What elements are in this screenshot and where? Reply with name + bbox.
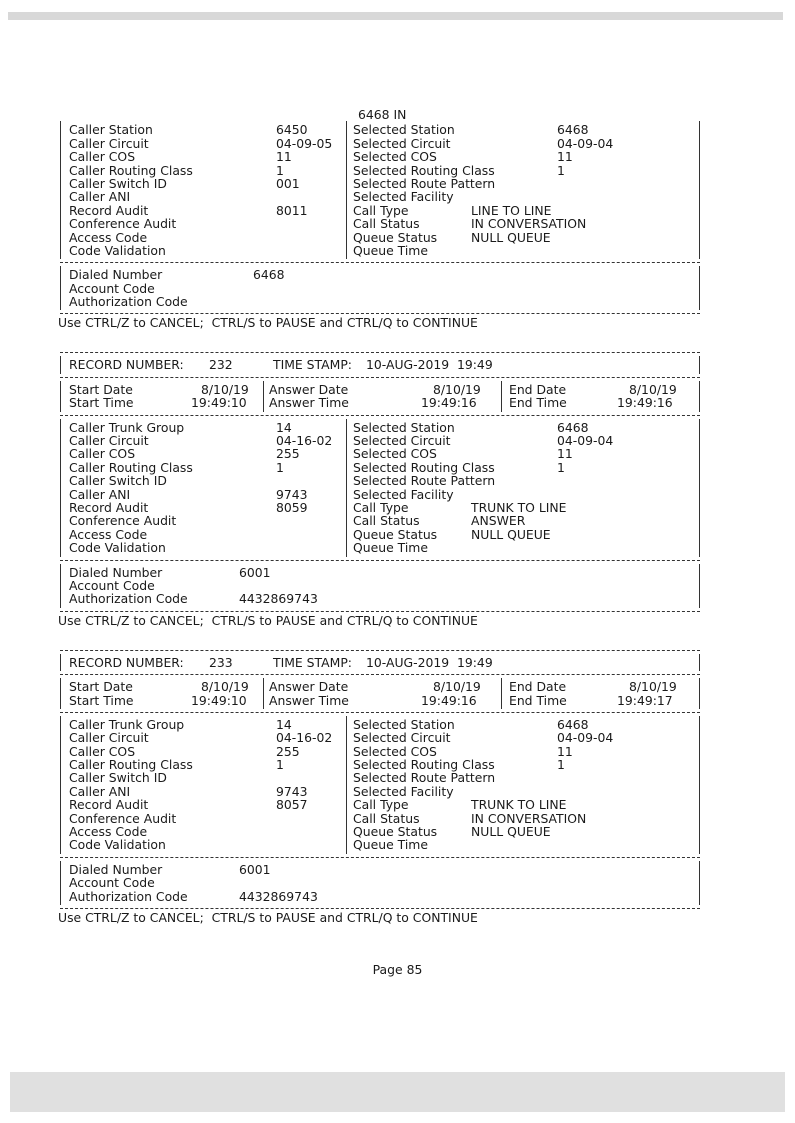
record-number-label: RECORD NUMBER: — [69, 357, 184, 373]
page-number: Page 85 — [372, 962, 423, 977]
selected-field-label: Selected COS — [353, 743, 437, 759]
selected-field-label: Selected Station — [353, 716, 455, 732]
caller-field-label: Caller ANI — [69, 189, 131, 205]
time-stamp: 10-AUG-2019 19:49 — [366, 654, 493, 670]
caller-field-label: Record Audit — [69, 202, 149, 218]
selected-field-label: Queue Status — [353, 229, 438, 245]
time-stamp-label: TIME STAMP: — [273, 357, 352, 373]
caller-field-label: Caller Circuit — [69, 135, 149, 151]
caller-field-label: Access Code — [69, 229, 148, 245]
caller-field-label: Caller ANI — [69, 486, 131, 502]
record2-header-block — [60, 356, 700, 373]
caller-field-value: 1 — [276, 757, 284, 773]
answer-time: 19:49:16 — [421, 395, 477, 411]
selected-field-value: 6468 — [557, 716, 589, 732]
selected-field-label: Queue Time — [353, 242, 428, 258]
detail-row — [61, 474, 699, 487]
selected-field-value: 04-09-04 — [557, 730, 614, 746]
start-date-label: Start Date — [69, 381, 133, 397]
selected-field-label: Queue Status — [353, 824, 438, 840]
detail-row — [61, 812, 699, 825]
end-time: 19:49:17 — [617, 692, 673, 708]
selected-field-value: 1 — [557, 757, 565, 773]
selected-field-label: Selected Route Pattern — [353, 175, 496, 191]
dialed-field-label: Account Code — [69, 577, 155, 593]
dialed-field-label: Authorization Code — [69, 591, 188, 607]
selected-field-value: 11 — [557, 743, 573, 759]
selected-field-label: Call Type — [353, 797, 409, 813]
start-time: 19:49:10 — [191, 692, 247, 708]
selected-field-label: Call Status — [353, 216, 420, 232]
selected-field-label: Queue Time — [353, 540, 428, 556]
selected-field-value: 6468 — [557, 122, 589, 138]
call-record-document — [60, 108, 700, 925]
selected-field-value: 04-09-04 — [557, 433, 614, 449]
answer-time-label: Answer Time — [269, 692, 349, 708]
detail-row — [61, 825, 699, 838]
caller-field-value: 1 — [276, 162, 284, 178]
detail-row — [61, 798, 699, 811]
detail-row — [61, 758, 699, 771]
selected-field-label: Selected Facility — [353, 783, 454, 799]
dialed-field-label: Dialed Number — [69, 267, 163, 283]
dialed-field-label: Account Code — [69, 875, 155, 891]
end-time-label: End Time — [509, 395, 567, 411]
record3-dialed-block — [60, 861, 700, 905]
caller-field-label: Caller Routing Class — [69, 459, 193, 475]
detail-row — [61, 434, 699, 447]
dialed-field-value: 4432869743 — [239, 591, 318, 607]
dialed-row — [61, 592, 699, 605]
selected-field-label: Selected COS — [353, 446, 437, 462]
record-number: 232 — [209, 357, 233, 373]
detail-row — [61, 541, 699, 554]
caller-field-label: Caller Trunk Group — [69, 419, 185, 435]
detail-row — [61, 718, 699, 731]
detail-row — [61, 164, 699, 177]
record3-detail-block — [60, 716, 700, 854]
dialed-row — [61, 295, 699, 308]
continue-note: Use CTRL/Z to CANCEL; CTRL/S to PAUSE and CTRL/Q to CONTINUE — [58, 612, 478, 628]
detail-row — [61, 204, 699, 217]
detail-row — [61, 231, 699, 244]
record-number: 233 — [209, 654, 233, 670]
caller-field-value: 255 — [276, 743, 300, 759]
caller-field-label: Access Code — [69, 824, 148, 840]
answer-date-label: Answer Date — [269, 679, 349, 695]
continue-note: Use CTRL/Z to CANCEL; CTRL/S to PAUSE and CTRL/Q to CONTINUE — [58, 909, 478, 925]
caller-field-value: 04-16-02 — [276, 433, 333, 449]
detail-row — [61, 217, 699, 230]
end-time-label: End Time — [509, 692, 567, 708]
caller-field-value: 04-09-05 — [276, 135, 333, 151]
selected-field-value: TRUNK TO LINE — [471, 797, 567, 813]
caller-field-label: Record Audit — [69, 499, 149, 515]
dialed-field-label: Account Code — [69, 280, 155, 296]
selected-field-value: LINE TO LINE — [471, 202, 552, 218]
detail-row — [61, 461, 699, 474]
caller-field-label: Caller ANI — [69, 783, 131, 799]
dialed-field-label: Authorization Code — [69, 294, 188, 310]
dialed-row — [61, 876, 699, 889]
detail-row — [61, 785, 699, 798]
caller-field-label: Caller Routing Class — [69, 162, 193, 178]
selected-field-label: Call Type — [353, 202, 409, 218]
caller-field-label: Conference Audit — [69, 513, 177, 529]
caller-field-value: 8059 — [276, 499, 308, 515]
record3-header-block — [60, 654, 700, 671]
selected-field-value: NULL QUEUE — [471, 526, 551, 542]
end-date: 8/10/19 — [629, 679, 677, 695]
caller-field-value: 001 — [276, 175, 300, 191]
record-title-row — [60, 108, 700, 121]
detail-row — [61, 190, 699, 203]
caller-field-label: Caller COS — [69, 446, 136, 462]
selected-field-label: Selected Routing Class — [353, 757, 495, 773]
selected-field-label: Call Status — [353, 810, 420, 826]
detail-row — [61, 150, 699, 163]
caller-field-value: 14 — [276, 419, 292, 435]
detail-row — [61, 421, 699, 434]
caller-field-label: Caller Switch ID — [69, 473, 167, 489]
selected-field-label: Selected Station — [353, 419, 455, 435]
start-date: 8/10/19 — [201, 679, 249, 695]
time-stamp: 10-AUG-2019 19:49 — [366, 357, 493, 373]
selected-field-label: Selected Routing Class — [353, 162, 495, 178]
record2-detail-block — [60, 419, 700, 557]
selected-field-label: Selected Facility — [353, 486, 454, 502]
selected-field-label: Queue Time — [353, 837, 428, 853]
caller-field-label: Caller COS — [69, 149, 136, 165]
detail-row — [61, 488, 699, 501]
record2-time-block — [60, 381, 700, 412]
selected-field-value: 04-09-04 — [557, 135, 614, 151]
record3-time-block — [60, 678, 700, 709]
caller-field-label: Caller COS — [69, 743, 136, 759]
dialed-row — [61, 282, 699, 295]
selected-field-value: 1 — [557, 162, 565, 178]
caller-field-label: Caller Switch ID — [69, 770, 167, 786]
selected-field-label: Selected COS — [353, 149, 437, 165]
selected-field-label: Call Type — [353, 499, 409, 515]
selected-field-value: NULL QUEUE — [471, 229, 551, 245]
selected-field-value: TRUNK TO LINE — [471, 499, 567, 515]
dialed-row — [61, 890, 699, 903]
caller-field-value: 04-16-02 — [276, 730, 333, 746]
dialed-field-value: 6468 — [253, 267, 285, 283]
continue-note: Use CTRL/Z to CANCEL; CTRL/S to PAUSE and CTRL/Q to CONTINUE — [58, 315, 478, 331]
dialed-field-value: 4432869743 — [239, 888, 318, 904]
selected-field-label: Selected Route Pattern — [353, 473, 496, 489]
scan-edge-top — [8, 12, 783, 20]
record1-dialed-block — [60, 266, 700, 310]
start-time-label: Start Time — [69, 395, 134, 411]
caller-field-label: Access Code — [69, 526, 148, 542]
dialed-field-value: 6001 — [239, 564, 271, 580]
selected-field-value: 6468 — [557, 419, 589, 435]
caller-field-label: Code Validation — [69, 837, 166, 853]
selected-field-label: Selected Circuit — [353, 135, 451, 151]
selected-field-value: ANSWER — [471, 513, 526, 529]
detail-row — [61, 838, 699, 851]
selected-field-label: Selected Route Pattern — [353, 770, 496, 786]
selected-field-value: IN CONVERSATION — [471, 216, 587, 232]
caller-field-value: 11 — [276, 149, 292, 165]
detail-row — [61, 731, 699, 744]
caller-field-label: Caller Routing Class — [69, 757, 193, 773]
detail-row — [61, 501, 699, 514]
answer-date: 8/10/19 — [433, 679, 481, 695]
caller-field-label: Caller Switch ID — [69, 175, 167, 191]
caller-field-label: Conference Audit — [69, 810, 177, 826]
dialed-row — [61, 863, 699, 876]
dialed-field-label: Dialed Number — [69, 861, 163, 877]
start-time-label: Start Time — [69, 692, 134, 708]
record-number-label: RECORD NUMBER: — [69, 654, 184, 670]
selected-field-label: Selected Circuit — [353, 433, 451, 449]
caller-field-label: Code Validation — [69, 540, 166, 556]
record2-dialed-block — [60, 564, 700, 608]
record-title: 6468 IN — [358, 107, 407, 122]
start-time: 19:49:10 — [191, 395, 247, 411]
detail-row — [61, 528, 699, 541]
answer-date-label: Answer Date — [269, 381, 349, 397]
end-time: 19:49:16 — [617, 395, 673, 411]
detail-row — [61, 123, 699, 136]
selected-field-label: Selected Circuit — [353, 730, 451, 746]
detail-row — [61, 745, 699, 758]
detail-row — [61, 137, 699, 150]
selected-field-label: Selected Facility — [353, 189, 454, 205]
selected-field-label: Selected Station — [353, 122, 455, 138]
caller-field-value: 8057 — [276, 797, 308, 813]
start-date: 8/10/19 — [201, 381, 249, 397]
caller-field-value: 14 — [276, 716, 292, 732]
detail-row — [61, 177, 699, 190]
scan-edge-bottom — [10, 1072, 785, 1112]
end-date: 8/10/19 — [629, 381, 677, 397]
selected-field-value: NULL QUEUE — [471, 824, 551, 840]
dialed-field-label: Dialed Number — [69, 564, 163, 580]
answer-time: 19:49:16 — [421, 692, 477, 708]
caller-field-label: Caller Circuit — [69, 730, 149, 746]
dialed-row — [61, 579, 699, 592]
start-date-label: Start Date — [69, 679, 133, 695]
caller-field-value: 1 — [276, 459, 284, 475]
end-date-label: End Date — [509, 381, 567, 397]
detail-row — [61, 771, 699, 784]
caller-field-label: Caller Trunk Group — [69, 716, 185, 732]
caller-field-value: 9743 — [276, 783, 308, 799]
caller-field-value: 9743 — [276, 486, 308, 502]
caller-field-label: Code Validation — [69, 242, 166, 258]
caller-field-label: Caller Station — [69, 122, 153, 138]
end-date-label: End Date — [509, 679, 567, 695]
dialed-field-label: Authorization Code — [69, 888, 188, 904]
selected-field-label: Call Status — [353, 513, 420, 529]
dialed-row — [61, 566, 699, 579]
answer-date: 8/10/19 — [433, 381, 481, 397]
caller-field-label: Record Audit — [69, 797, 149, 813]
detail-row — [61, 514, 699, 527]
selected-field-value: 1 — [557, 459, 565, 475]
dialed-row — [61, 268, 699, 281]
selected-field-label: Queue Status — [353, 526, 438, 542]
selected-field-value: 11 — [557, 149, 573, 165]
detail-row — [61, 244, 699, 257]
dialed-field-value: 6001 — [239, 861, 271, 877]
record1-detail-block — [60, 121, 700, 259]
selected-field-label: Selected Routing Class — [353, 459, 495, 475]
answer-time-label: Answer Time — [269, 395, 349, 411]
selected-field-value: 11 — [557, 446, 573, 462]
caller-field-label: Caller Circuit — [69, 433, 149, 449]
selected-field-value: IN CONVERSATION — [471, 810, 587, 826]
caller-field-label: Conference Audit — [69, 216, 177, 232]
caller-field-value: 6450 — [276, 122, 308, 138]
detail-row — [61, 447, 699, 460]
caller-field-value: 255 — [276, 446, 300, 462]
time-stamp-label: TIME STAMP: — [273, 654, 352, 670]
caller-field-value: 8011 — [276, 202, 308, 218]
